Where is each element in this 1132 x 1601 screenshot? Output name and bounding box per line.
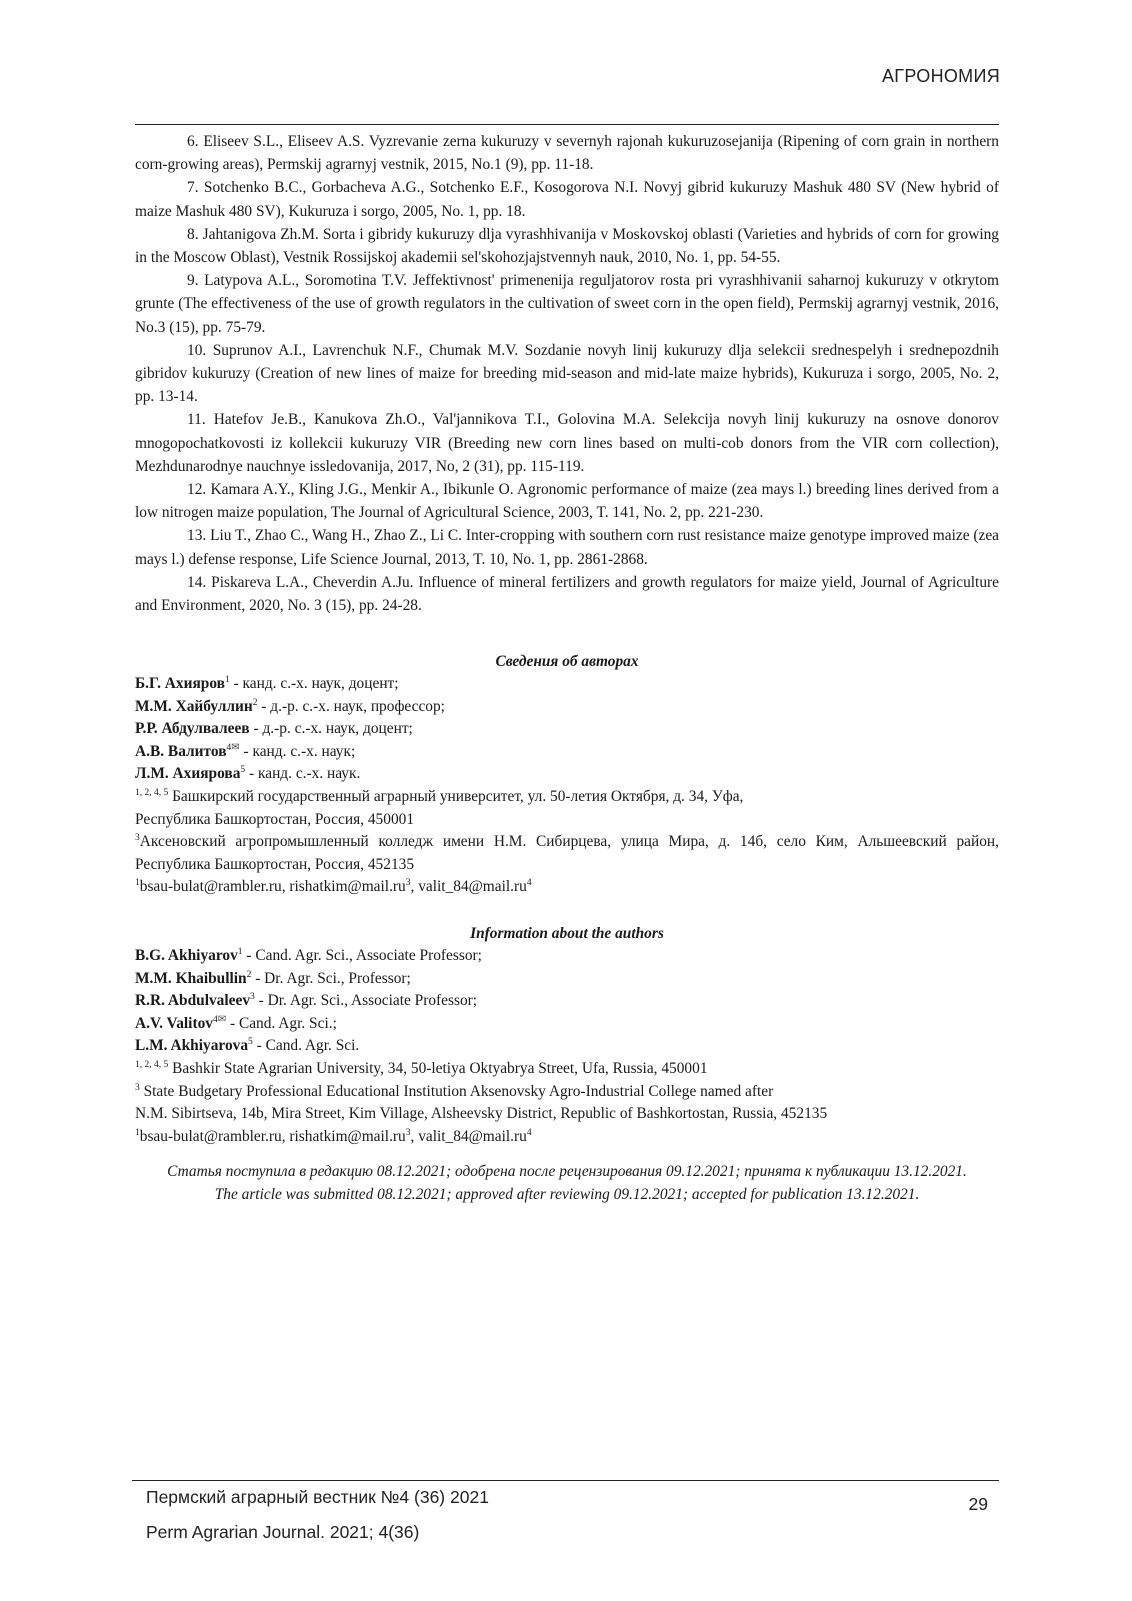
author-name: A.V. Valitov xyxy=(135,1014,213,1032)
author-name: B.G. Akhiyarov xyxy=(135,947,238,964)
author-name: А.В. Валитов xyxy=(135,742,227,760)
author-sup: 3 xyxy=(250,992,255,1003)
email-link[interactable]: , valit_84@mail.ru xyxy=(410,878,527,896)
author-line xyxy=(135,696,999,719)
envelope-icon: ✉ xyxy=(231,741,240,753)
author-name: L.M. Akhiyarova xyxy=(135,1037,249,1055)
email-link[interactable]: rishatkim@mail.ru xyxy=(289,878,406,896)
submission-note: Статья поступила в редакцию 08.12.2021; одобрена после рецензирования 09.12.2021; принята к публикации 13.12.2021. The article was submitted 08.12.2021; approved after reviewing 09.12.2021; accepted for publication 13.12.2021. xyxy=(167,1163,967,1203)
reference-item: 10. Suprunov A.I., Lavrenchuk N.F., Chumak M.V. Sozdanie novyh linij kukuruzy dlja selekcii srednespelyh i srednepozdnih gibridov kukuruzy (Creation of new lines of maize for breeding mid-season and mid-late maize hybrids), Kukuruza i sorgo, 2005, No. 2, pp. 13-14. xyxy=(135,341,999,406)
email-line xyxy=(135,1126,999,1149)
author-desc: - канд. с.-х. наук; xyxy=(239,742,356,760)
affiliation-sup: 3 xyxy=(135,833,140,844)
author-sup: 2 xyxy=(252,697,258,708)
section-title: АГРОНОМИЯ xyxy=(882,66,1000,86)
author-desc: - д.-р. с.-х. наук, доцент; xyxy=(249,720,413,738)
author-line xyxy=(135,968,999,991)
affiliation-text: State Budgetary Professional Educational Institution Aksenovsky Agro-Industrial College named after xyxy=(139,1082,774,1100)
author-desc: - д.-р. с.-х. наук, профессор; xyxy=(257,697,445,715)
reference-item: 7. Sotchenko B.C., Gorbacheva A.G., Sotchenko E.F., Kosogorova N.I. Novyj gibrid kukuruzy Mashuk 480 SV (New hybrid of maize Mashuk 480 SV), Kukuruza i sorgo, 2005, No. 1, pp. 18. xyxy=(135,179,999,220)
page-number: 29 xyxy=(968,1494,988,1514)
author-sup: 1 xyxy=(224,674,230,685)
author-sup: 4 xyxy=(226,742,232,753)
affiliation-line xyxy=(135,831,999,876)
author-line xyxy=(135,945,999,968)
email-sup: 3 xyxy=(405,1127,411,1138)
journal-name-ru: Пермский аграрный вестник №4 (36) 2021 xyxy=(146,1487,489,1507)
author-sup: 5 xyxy=(248,1037,253,1048)
reference-item: 11. Hatefov Je.B., Kanukova Zh.O., Val'jannikova T.I., Golovina M.A. Selekcija novyh linij kukuruzy na osnove donorov mnogopochatkovosti iz kollekcii kukuruzy VIR (Breeding new corn lines based on multi-cob donors from the VIR corn collection), Mezhdunarodnye nauchnye issledovanija, 2017, No, 2 (31), pp. 115-119. xyxy=(135,411,999,475)
author-desc: - канд. с.-х. наук, доцент; xyxy=(229,675,399,692)
author-line xyxy=(135,990,999,1013)
author-name: M.M. Khaibullin xyxy=(135,969,247,987)
affiliation-text: Аксеновский агропромышленный колледж имени Н.М. Сибирцева, улица Мира, д. 14б, село Ким, Альшеевский район, Республика Башкортостан, Россия, 452135 xyxy=(135,833,999,873)
author-line xyxy=(135,673,999,696)
affiliation-line: N.M. Sibirtseva, 14b, Mira Street, Kim Village, Alsheevsky District, Republic of Bashkortostan, Russia, 452135 xyxy=(135,1105,828,1123)
email-link[interactable]: rishatkim@mail.ru xyxy=(289,1127,406,1145)
reference-item: 9. Latypova A.L., Soromotina T.V. Jeffektivnost' primenenija reguljatorov rosta pri vyrashhivanii saharnoj kukuruzy v otkrytom grunte (The effectiveness of the use of growth regulators in the cultivation of sweet corn in the open field), Permskij agrarnyj vestnik, 2016, No.3 (15), pp. 75-79. xyxy=(135,272,999,336)
reference-item: 12. Kamara A.Y., Kling J.G., Menkir A., Ibikunle O. Agronomic performance of maize (zea mays l.) breeding lines derived from a low nitrogen maize population, The Journal of Agricultural Science, 2003, T. 141, No. 2, pp. 221-230. xyxy=(135,481,999,522)
author-sup: 1 xyxy=(237,946,243,957)
author-line xyxy=(135,763,999,786)
affiliation-line xyxy=(135,1081,999,1104)
author-desc: - Cand. Agr. Sci.; xyxy=(226,1014,337,1032)
reference-list xyxy=(135,130,999,617)
affiliation-line: Республика Башкортостан, Россия, 450001 xyxy=(135,810,415,828)
reference-item: 8. Jahtanigova Zh.M. Sorta i gibridy kukuruzy dlja vyrashhivanija v Moskovskoj oblasti (Varieties and hybrids of corn for growing in the Moscow Oblast), Vestnik Rossijskoj akademii sel'skohozjajstvennyh nauk, 2010, No. 1, pp. 54-55. xyxy=(135,225,999,267)
author-name: Л.М. Ахиярова xyxy=(135,765,241,783)
author-desc: - Dr. Agr. Sci., Associate Professor; xyxy=(254,992,478,1010)
authors-en-heading: Information about the authors xyxy=(470,925,664,942)
author-name: Р.Р. Абдулвалеев xyxy=(135,720,250,738)
affiliation-sup: 1, 2, 4, 5 xyxy=(135,787,169,798)
authors-ru-heading: Сведения об авторах xyxy=(495,653,639,670)
author-sup: 5 xyxy=(240,765,246,776)
affiliation-text: Bashkir State Agrarian University, 34, 50-letiya Oktyabrya Street, Ufa, Russia, 450001 xyxy=(168,1059,708,1077)
reference-item: 6. Eliseev S.L., Eliseev A.S. Vyzrevanie zerna kukuruzy v severnyh rajonah kukuruzosejanija (Ripening of corn grain in northern corn-growing areas), Permskij agrarnyj vestnik, 2015, No.1 (9), pp. 11-18. xyxy=(135,133,999,174)
authors-ru-block xyxy=(135,650,999,899)
email-sup: 4 xyxy=(526,878,532,889)
email-link[interactable]: , valit_84@mail.ru xyxy=(410,1127,527,1145)
affiliation-line xyxy=(135,1058,999,1081)
affiliation-sup: 3 xyxy=(135,1082,140,1093)
author-line xyxy=(135,741,999,764)
email-link[interactable]: bsau-bulat@rambler.ru, xyxy=(139,1127,290,1145)
email-line xyxy=(135,876,999,899)
journal-name-en: Perm Agrarian Journal. 2021; 4(36) xyxy=(146,1522,420,1542)
affiliation-sup: 1, 2, 4, 5 xyxy=(135,1059,169,1070)
author-line xyxy=(135,1013,999,1036)
author-sup: 2 xyxy=(246,969,252,980)
author-line xyxy=(135,718,999,741)
author-desc: - канд. с.-х. наук. xyxy=(245,765,361,783)
reference-item: 14. Piskareva L.A., Cheverdin A.Ju. Influence of mineral fertilizers and growth regulators for maize yield, Journal of Agriculture and Environment, 2020, No. 3 (15), pp. 24-28. xyxy=(135,573,999,615)
author-name: Б.Г. Ахияров xyxy=(135,675,225,692)
author-desc: - Dr. Agr. Sci., Professor; xyxy=(251,969,411,987)
footer-rule xyxy=(132,1480,999,1481)
reference-item: 13. Liu T., Zhao C., Wang H., Zhao Z., Li C. Inter-cropping with southern corn rust resistance maize genotype improved maize (zea mays l.) defense response, Life Science Journal, 2013, T. 10, No. 1, pp. 2861-2868. xyxy=(135,527,999,568)
author-name: R.R. Abdulvaleev xyxy=(135,992,251,1010)
author-name: М.М. Хайбуллин xyxy=(135,697,253,715)
email-sup: 3 xyxy=(405,878,411,889)
email-sup: 4 xyxy=(526,1127,532,1138)
author-line xyxy=(135,1035,999,1058)
header-rule xyxy=(135,124,999,125)
affiliation-text: Башкирский государственный аграрный университет, ул. 50-летия Октября, д. 34, Уфа, xyxy=(168,787,744,805)
author-desc: - Cand. Agr. Sci. xyxy=(252,1037,360,1055)
author-sup: 4 xyxy=(212,1014,218,1025)
affiliation-line xyxy=(135,786,999,809)
author-desc: - Cand. Agr. Sci., Associate Professor; xyxy=(242,947,482,964)
email-sup: 1 xyxy=(135,878,140,889)
envelope-icon: ✉ xyxy=(217,1013,227,1025)
authors-en-block xyxy=(135,922,999,1148)
email-link[interactable]: bsau-bulat@rambler.ru, xyxy=(139,878,290,896)
email-sup: 1 xyxy=(135,1127,140,1138)
